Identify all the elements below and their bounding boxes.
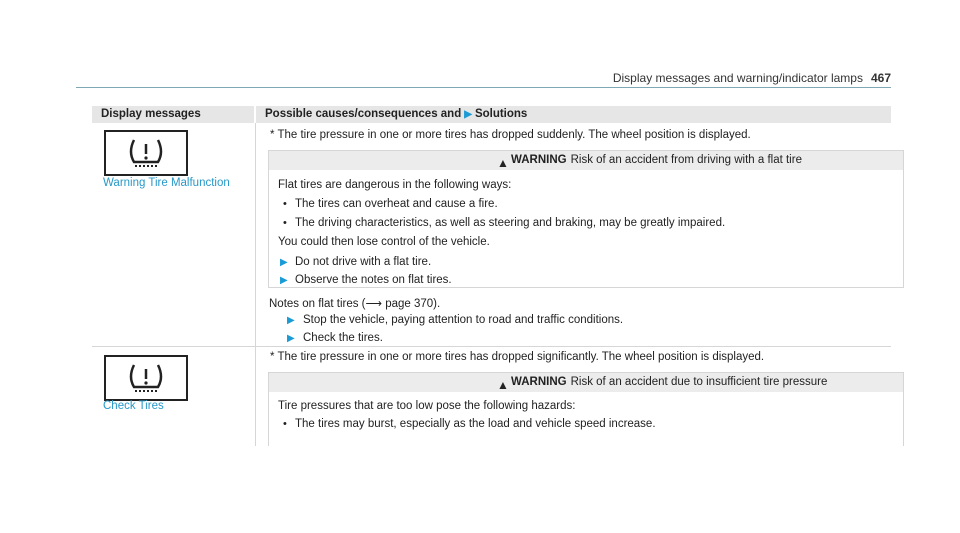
warning-text: Risk of an accident due to insufficient tire pressure <box>570 376 828 388</box>
bullet-text: The driving characteristics, as well as steering and braking, may be greatly impaired. <box>295 217 726 229</box>
step-arrow-icon: ▶ <box>287 315 295 326</box>
row1-cause-text: * The tire pressure in one or more tires has dropped suddenly. The wheel position is displayed. <box>270 129 751 141</box>
step-arrow-icon: ▶ <box>287 333 295 344</box>
tire-pressure-check-icon <box>104 355 188 401</box>
warning-step: Observe the notes on flat tires. <box>295 274 452 286</box>
row-divider <box>92 346 891 347</box>
warning-intro: Flat tires are dangerous in the following ways: <box>278 179 512 191</box>
bullet-icon: • <box>283 217 287 229</box>
header-rule <box>76 87 891 88</box>
page-number: 467 <box>870 71 891 85</box>
warning-intro: Tire pressures that are too low pose the following hazards: <box>278 400 576 412</box>
col-header-display-messages: Display messages <box>92 106 254 123</box>
arrow-right-icon: ▶ <box>464 109 472 120</box>
notes-reference <box>269 296 440 310</box>
warning-triangle-icon: ▲ <box>497 156 509 170</box>
col-header-causes-label: Possible causes/consequences and <box>265 108 462 120</box>
bullet-icon: • <box>283 198 287 210</box>
warning-title: WARNING <box>511 376 567 388</box>
display-messages-table <box>92 106 891 446</box>
warning-header <box>269 151 903 170</box>
column-divider <box>255 123 256 446</box>
notes-reference-text: Notes on flat tires ( <box>269 298 366 310</box>
step-text: Check the tires. <box>303 332 383 344</box>
page-ref-arrow-icon: ⟶ <box>365 298 383 310</box>
notes-page-link[interactable]: page 370). <box>385 298 441 310</box>
tire-pressure-warning-icon <box>104 130 188 176</box>
col-header-solutions-label: Solutions <box>474 108 528 120</box>
warning-step: Do not drive with a flat tire. <box>295 256 432 268</box>
step-arrow-icon: ▶ <box>280 257 288 268</box>
warning-title: WARNING <box>511 154 567 166</box>
header-title: Display messages and warning/indicator lamps <box>612 71 863 85</box>
warning-header <box>269 373 903 392</box>
warning-triangle-icon: ▲ <box>497 378 509 392</box>
bullet-text: The tires can overheat and cause a fire. <box>295 198 498 210</box>
warning-box-flat-tire <box>268 150 904 288</box>
bullet-icon: • <box>283 418 287 430</box>
step-arrow-icon: ▶ <box>280 275 288 286</box>
warning-text: Risk of an accident from driving with a flat tire <box>570 154 802 166</box>
row2-cause-text: * The tire pressure in one or more tires has dropped significantly. The wheel position is displayed. <box>270 351 765 363</box>
warning-tire-malfunction-label: Warning Tire Malfunction <box>103 177 230 189</box>
bullet-text: The tires may burst, especially as the load and vehicle speed increase. <box>295 418 656 430</box>
warning-box-low-pressure <box>268 372 904 446</box>
check-tires-label: Check Tires <box>103 400 164 412</box>
warning-note: You could then lose control of the vehicle. <box>278 236 490 248</box>
col-header-causes <box>256 106 891 123</box>
page-header <box>613 71 891 85</box>
step-text: Stop the vehicle, paying attention to road and traffic conditions. <box>303 314 624 326</box>
